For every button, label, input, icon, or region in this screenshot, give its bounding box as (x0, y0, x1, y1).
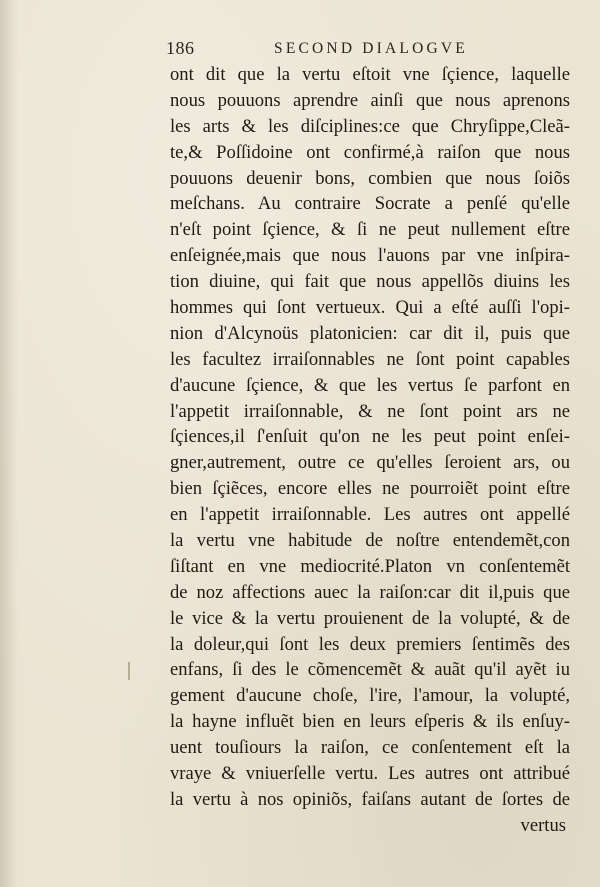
text-line: de noz affections auec la raiſon:car dit il,puis que (170, 581, 570, 603)
text-line: les facultez irraiſonnables ne ſont point capables (170, 348, 570, 370)
text-line: bien ſçiẽces, encore elles ne pourroiẽt point eſtre (170, 478, 570, 500)
text-line: ſiſtant en vne mediocrité.Platon vn conſentemẽt (170, 555, 570, 577)
text-line: la vertu vne habitude de noſtre entendemẽt,con (170, 530, 570, 552)
text-line: gner,autrement, outre ce qu'elles ſeroient ars, ou (170, 452, 570, 474)
text-line: enfans, ſi des le cõmencemẽt & auãt qu'il ayẽt iu (170, 659, 570, 681)
text-line: ont dit que la vertu eſtoit vne ſçience, laquelle (170, 64, 570, 85)
text-line: la doleur,qui ſont les deux premiers ſentimẽs des (170, 633, 570, 655)
text-line: gement d'aucune choſe, l'ire, l'amour, la volupté, (170, 685, 570, 707)
text-line: te,& Poſſidoine ont confirmé,à raiſon que nous (170, 141, 570, 163)
text-line: enſeignée,mais que nous l'auons par vne inſpira- (170, 245, 570, 267)
page-number: 186 (166, 38, 195, 58)
text-line: nous pouuons aprendre ainſi que nous aprenons (170, 89, 570, 111)
catchword: vertus (520, 814, 566, 836)
text-line: nion d'Alcynoüs platonicien: car dit il, puis que (170, 322, 570, 344)
text-line: vraye & vniuerſelle vertu. Les autres ont attribué (170, 763, 570, 785)
text-line: la vertu à nos opiniõs, faiſans autant de ſortes de (170, 788, 570, 810)
text-line: pouuons deuenir bons, combien que nous ſoiõs (170, 167, 570, 189)
text-line: meſchans. Au contraire Socrate a penſé qu'elle (170, 193, 570, 215)
margin-mark (128, 662, 130, 680)
text-line: les arts & les diſciplines:ce que Chryſippe,Cleã- (170, 115, 570, 137)
text-line: la hayne influẽt bien en leurs eſperis & ils enſuy- (170, 711, 570, 733)
text-line: le vice & la vertu prouienent de la volupté, & de (170, 607, 570, 629)
page-header (166, 38, 576, 62)
text-line: tion diuine, qui fait que nous appellõs diuins les (170, 271, 570, 293)
text-line: d'aucune ſçience, & que les vertus ſe parfont en (170, 374, 570, 396)
text-line: n'eſt point ſçience, & ſi ne peut nullement eſtre (170, 219, 570, 241)
body-text (170, 62, 570, 839)
text-line: ſçiences,il ſ'enſuit qu'on ne les peut point enſei- (170, 426, 570, 448)
running-head: SECOND DIALOGVE (274, 40, 468, 57)
text-line: uent touſiours la raiſon, ce conſentement eſt la (170, 737, 570, 759)
text-line: hommes qui ſont vertueux. Qui a eſté auſſi l'opi- (170, 297, 570, 319)
gutter-shadow (0, 0, 18, 887)
text-line: l'appetit irraiſonnable, & ne ſont point ars ne (170, 400, 570, 422)
text-line: en l'appetit irraiſonnable. Les autres ont appellé (170, 504, 570, 526)
